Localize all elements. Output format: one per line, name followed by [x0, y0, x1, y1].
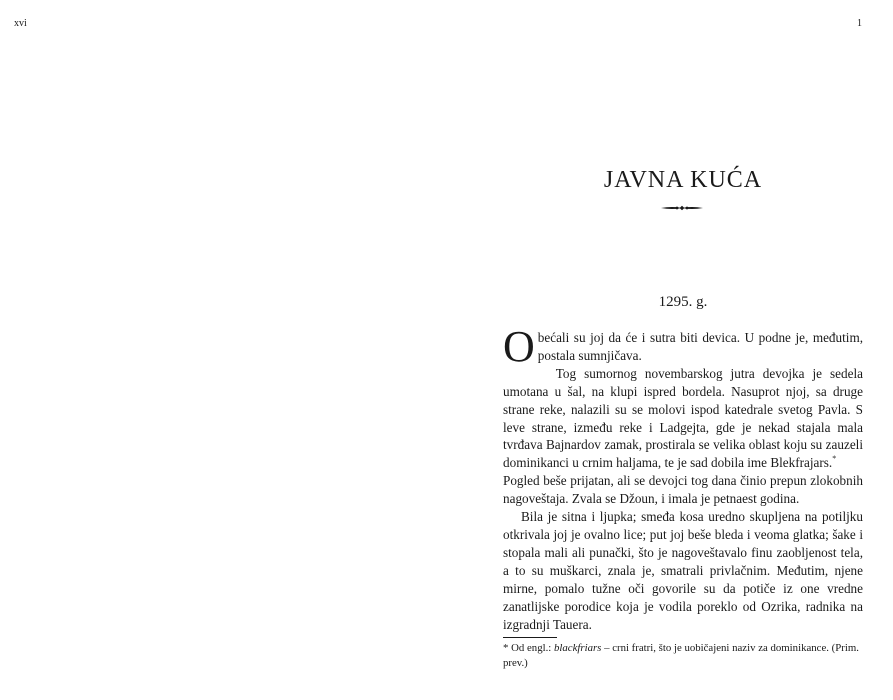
paragraph-1-text: bećali su joj da će i sutra biti devica. U podne je, međutim, postala sumnjičava.: [537, 330, 863, 363]
left-page-number: xvi: [14, 18, 27, 29]
chapter-year-heading: 1295. g.: [658, 294, 708, 310]
paragraph-4: [503, 508, 863, 633]
paragraph-2-text: Tog sumornog novembarskog jutra devojka je sedela umotana u šal, na klupi ispred bordela. Nasuprot njoj, sa druge strane reke, nalazili su se molovi ispod katedrale svetog Pavla. S leve strane, između reke i Ladgejta, gde je nekad stajala mala tvrđava Bajnardov zamak, prostirala se velika oblast koju su zauzeli dominikanci u crnim haljama, te je sad dobila ime Blekfrajars.: [503, 365, 863, 471]
footnote-divider: [503, 637, 557, 638]
right-page-number: 1: [857, 18, 862, 29]
paragraph-3: [503, 472, 863, 508]
drop-cap: O: [503, 322, 535, 371]
paragraph-1: [503, 322, 863, 371]
footnote-marker: *: [503, 642, 509, 654]
paragraph-3-text: Pogled beše prijatan, ali se devojci tog dana činio prepun zlokobnih nagoveštaja. Zvala se Džoun, i imala je petnaest godina.: [503, 473, 863, 507]
chapter-title: JAVNA KUĆA: [603, 167, 763, 193]
paragraph-2: [503, 365, 863, 472]
footnote-text: – crni fratri, što je uobičajeni naziv za dominikance. (Prim. prev.): [503, 642, 859, 669]
footnote: [503, 641, 863, 670]
footnote-term: blackfriars: [554, 642, 602, 654]
footnote-prefix: Od engl.:: [508, 642, 554, 654]
flourish-ornament-icon: [660, 200, 704, 216]
paragraph-4-text: Bila je sitna i ljupka; smeđa kosa uredno skupljena na potiljku otkrivala joj je ovalno lice; put joj beše bleda i veoma glatka; šake i stopala mali ali punački, što je nagoveštavalo finu zaobljenost tela, a to su muškarci, znala je, smatrali privlačnim. Međutim, njene mirne, pomalo tužne oči govorile su da potiče iz one vredne zanatlijske porodice koja je vodila poreklo od Ozrika, radnika na izgradnji Tauera.: [503, 509, 863, 632]
footnote-reference[interactable]: *: [832, 454, 837, 464]
body-text: [503, 322, 863, 633]
